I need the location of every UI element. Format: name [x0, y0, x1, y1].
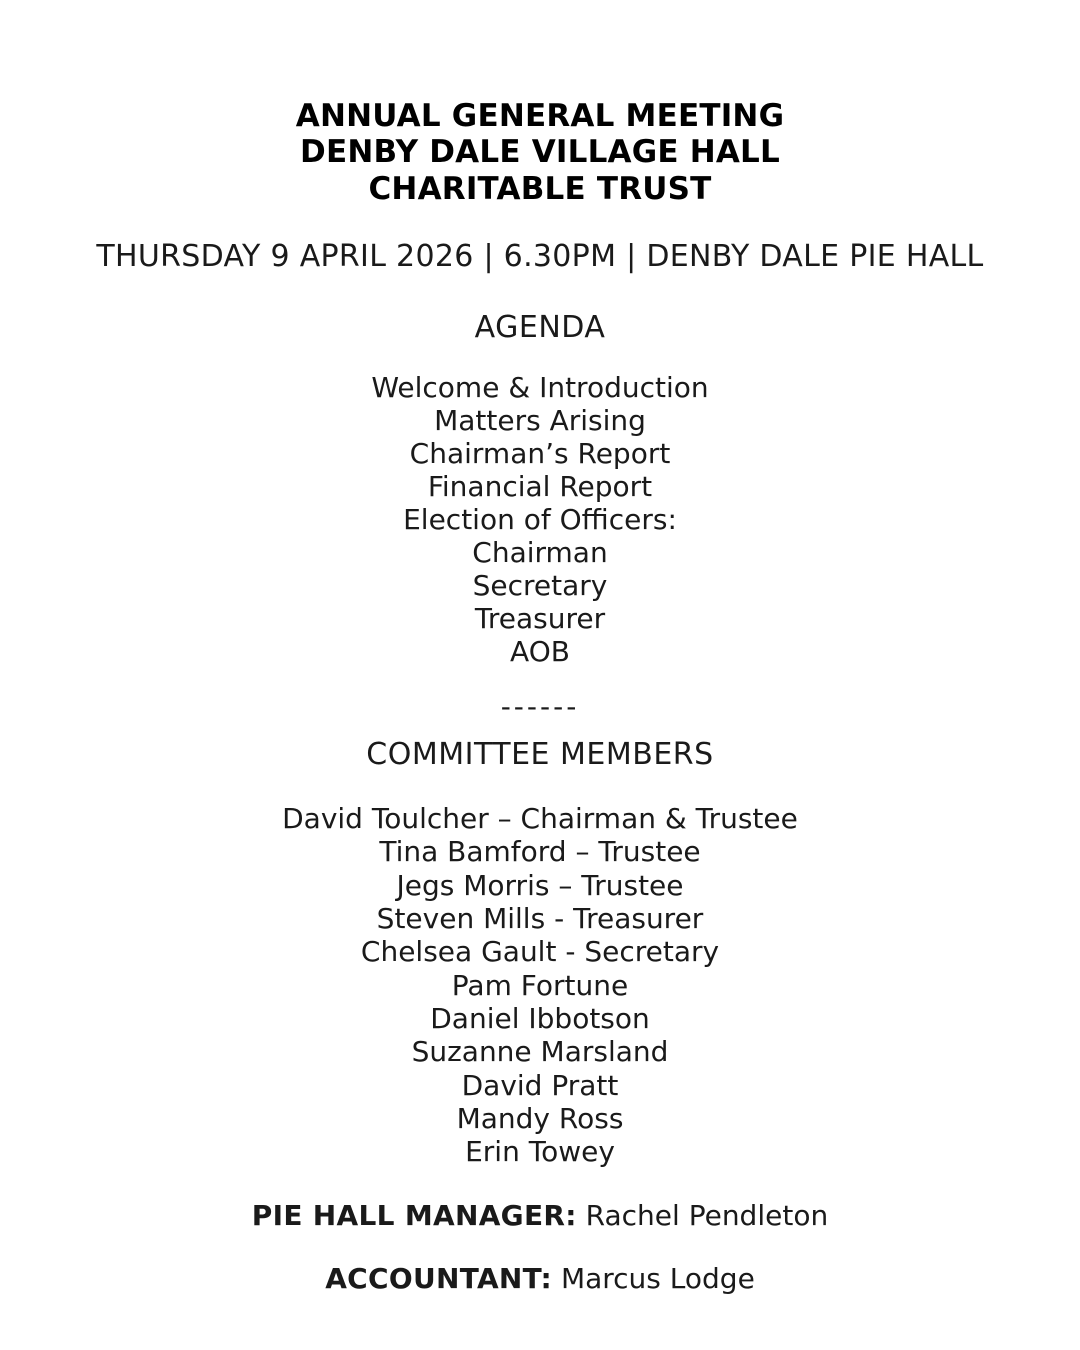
agenda-item: Matters Arising: [434, 403, 646, 437]
accountant-name: Marcus Lodge: [560, 1261, 755, 1295]
list-item: David Toulcher – Chairman & Trustee: [282, 802, 798, 836]
agenda-item: Election of Officers:: [403, 502, 677, 536]
section-divider: ------: [500, 690, 580, 724]
agenda-item: AOB: [510, 635, 570, 669]
list-item: Tina Bamford – Trustee: [379, 835, 701, 869]
agenda-item: Financial Report: [427, 469, 653, 503]
list-item: Mandy Ross: [456, 1101, 624, 1135]
title-line-1: ANNUAL GENERAL MEETING: [295, 98, 785, 134]
page-title: [80, 98, 1000, 207]
list-item: David Pratt: [461, 1068, 619, 1102]
agenda-list: [80, 371, 1000, 668]
pie-hall-manager-label: PIE HALL MANAGER:: [251, 1198, 577, 1232]
agenda-item: Secretary: [472, 568, 608, 602]
agenda-item: Treasurer: [474, 602, 606, 636]
accountant-line: [80, 1262, 1000, 1295]
committee-list: [80, 802, 1000, 1168]
list-item: Steven Mills - Treasurer: [376, 902, 704, 936]
pie-hall-manager-line: [80, 1199, 1000, 1232]
committee-heading: COMMITTEE MEMBERS: [366, 737, 714, 773]
list-item: Suzanne Marsland: [411, 1035, 669, 1069]
list-item: Daniel Ibbotson: [430, 1001, 650, 1035]
pie-hall-manager-name: Rachel Pendleton: [585, 1198, 829, 1232]
list-item: Erin Towey: [465, 1135, 615, 1169]
agenda-heading: AGENDA: [474, 309, 606, 345]
agenda-item: Welcome & Introduction: [371, 370, 709, 404]
title-line-2: DENBY DALE VILLAGE HALL: [300, 134, 780, 171]
title-line-3: CHARITABLE TRUST: [368, 170, 712, 207]
agenda-item: Chairman’s Report: [409, 436, 671, 470]
list-item: Jegs Morris – Trustee: [396, 868, 684, 902]
accountant-label: ACCOUNTANT:: [325, 1261, 553, 1295]
list-item: Chelsea Gault - Secretary: [360, 935, 720, 969]
meeting-details: THURSDAY 9 APRIL 2026 | 6.30PM | DENBY DALE PIE HALL: [96, 238, 984, 274]
agenda-item: Chairman: [472, 535, 608, 569]
list-item: Pam Fortune: [451, 968, 629, 1002]
